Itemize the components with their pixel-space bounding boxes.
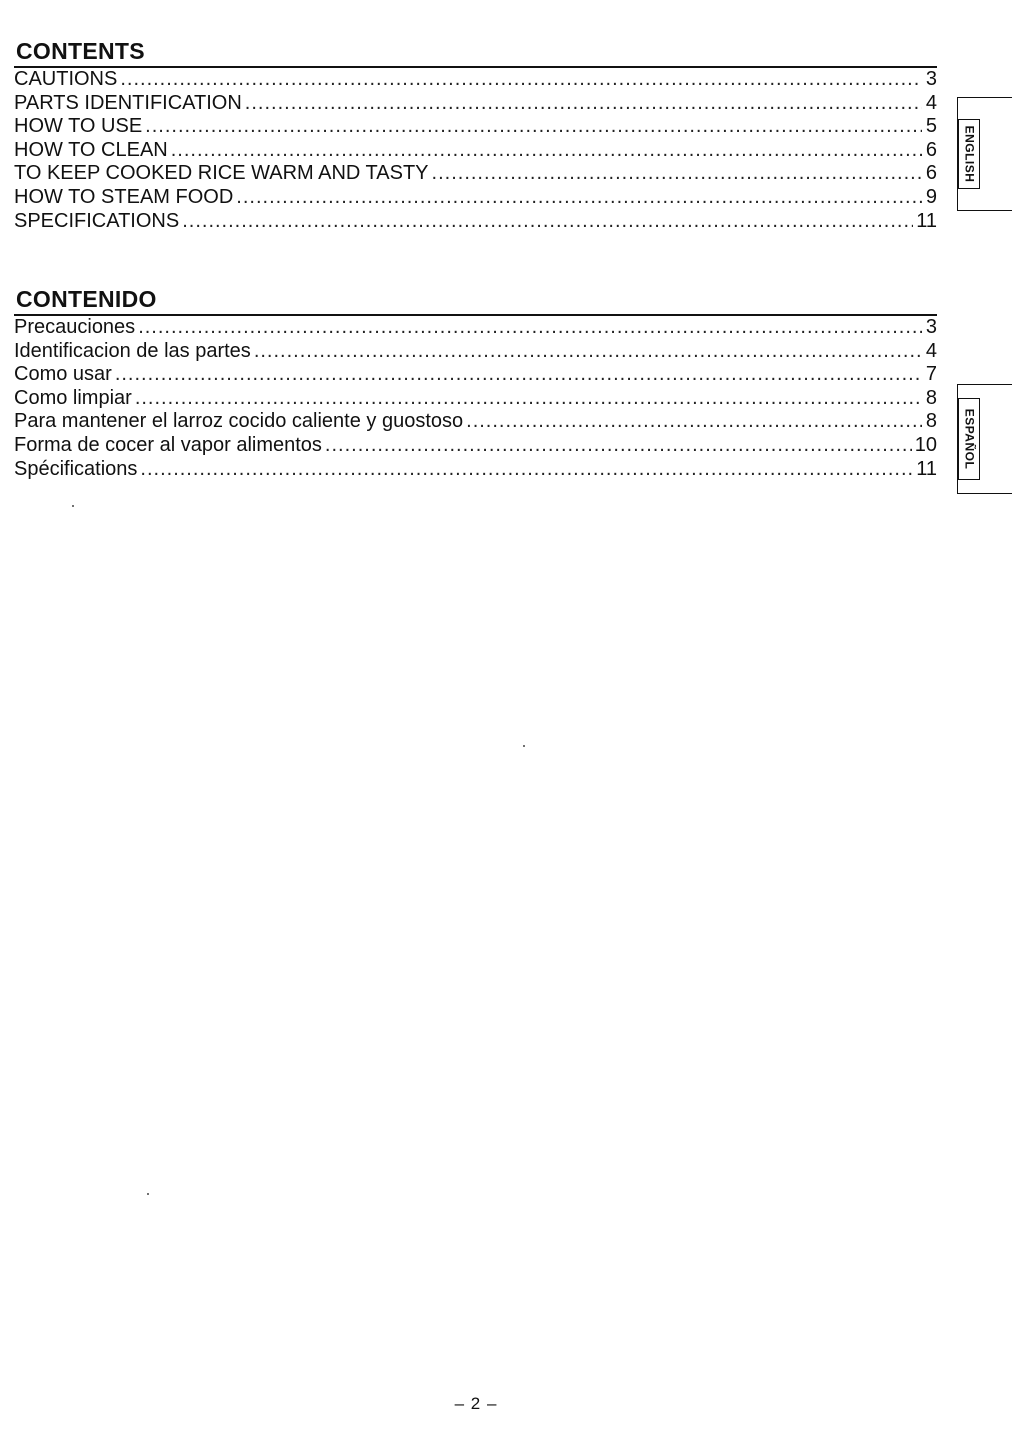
toc-entry[interactable] <box>14 92 937 116</box>
toc-entry-page: 6 <box>925 138 937 161</box>
toc-entry-page: 10 <box>914 433 937 456</box>
scan-speck <box>523 745 525 747</box>
toc-entry-title: HOW TO CLEAN <box>14 138 168 161</box>
toc-entry[interactable] <box>14 458 937 482</box>
toc-entry[interactable] <box>14 316 937 340</box>
toc-entry-title: HOW TO STEAM FOOD <box>14 185 234 208</box>
toc-entry[interactable] <box>14 340 937 364</box>
dot-leader <box>135 387 922 411</box>
dot-leader <box>466 410 922 434</box>
toc-entry-page: 4 <box>925 339 937 362</box>
contents-heading: CONTENTS <box>14 36 937 68</box>
toc-entry-page: 8 <box>925 410 937 433</box>
toc-entry-page: 4 <box>925 91 937 114</box>
scan-speck <box>147 1193 149 1195</box>
toc-entry-page: 3 <box>925 68 937 90</box>
dot-leader <box>245 92 922 116</box>
toc-entry[interactable] <box>14 68 937 92</box>
toc-entry-title: SPECIFICATIONS <box>14 209 180 232</box>
toc-entry[interactable] <box>14 387 937 411</box>
dot-leader <box>325 434 912 458</box>
toc-entry-page: 11 <box>916 457 937 480</box>
toc-entry-title: Forma de cocer al vapor alimentos <box>14 433 322 456</box>
toc-entry[interactable] <box>14 210 937 234</box>
contenido-heading: CONTENIDO <box>14 284 937 316</box>
toc-entry-title: Spécifications <box>14 457 138 480</box>
toc-entry-title: Precauciones <box>14 316 136 338</box>
toc-entry-page: 7 <box>925 363 937 386</box>
toc-entry-title: TO KEEP COOKED RICE WARM AND TASTY <box>14 162 429 185</box>
dot-leader <box>236 186 922 210</box>
toc-entry[interactable] <box>14 363 937 387</box>
toc-entry[interactable] <box>14 139 937 163</box>
dot-leader <box>120 68 922 92</box>
toc-list-spanish <box>14 316 937 481</box>
toc-entry-page: 8 <box>925 386 937 409</box>
toc-entry-page: 5 <box>925 115 937 138</box>
contents-section-spanish <box>14 284 937 481</box>
page-number: – 2 – <box>454 1394 498 1413</box>
language-tab-english <box>957 97 1012 211</box>
toc-entry-page: 6 <box>925 162 937 185</box>
toc-entry-title: Para mantener el larroz cocido caliente y guostoso <box>14 410 464 433</box>
dot-leader <box>140 458 913 482</box>
dot-leader <box>138 316 922 340</box>
toc-list-english <box>14 68 937 233</box>
toc-entry-page: 11 <box>916 209 937 232</box>
toc-entry-title: Identificacion de las partes <box>14 339 251 362</box>
toc-entry[interactable] <box>14 434 937 458</box>
toc-entry-title: HOW TO USE <box>14 115 143 138</box>
dot-leader <box>254 340 922 364</box>
language-tab-text: ESPAÑOL <box>962 408 976 470</box>
dot-leader <box>145 115 922 139</box>
dot-leader <box>115 363 922 387</box>
toc-entry[interactable] <box>14 186 937 210</box>
language-tab-spanish <box>957 384 1012 494</box>
toc-entry[interactable] <box>14 410 937 434</box>
toc-entry-title: Como usar <box>14 363 112 386</box>
language-tab-label <box>958 119 980 189</box>
dot-leader <box>182 210 913 234</box>
toc-entry-page: 3 <box>925 316 937 338</box>
contents-section-english <box>14 36 937 233</box>
language-tab-label <box>958 398 980 480</box>
language-tab-text: ENGLISH <box>962 125 976 183</box>
dot-leader <box>171 139 922 163</box>
toc-entry-page: 9 <box>925 185 937 208</box>
toc-entry-title: CAUTIONS <box>14 68 118 90</box>
toc-entry-title: Como limpiar <box>14 386 132 409</box>
dot-leader <box>432 162 922 186</box>
scan-speck <box>72 505 74 507</box>
toc-entry[interactable] <box>14 162 937 186</box>
toc-entry[interactable] <box>14 115 937 139</box>
toc-entry-title: PARTS IDENTIFICATION <box>14 91 242 114</box>
